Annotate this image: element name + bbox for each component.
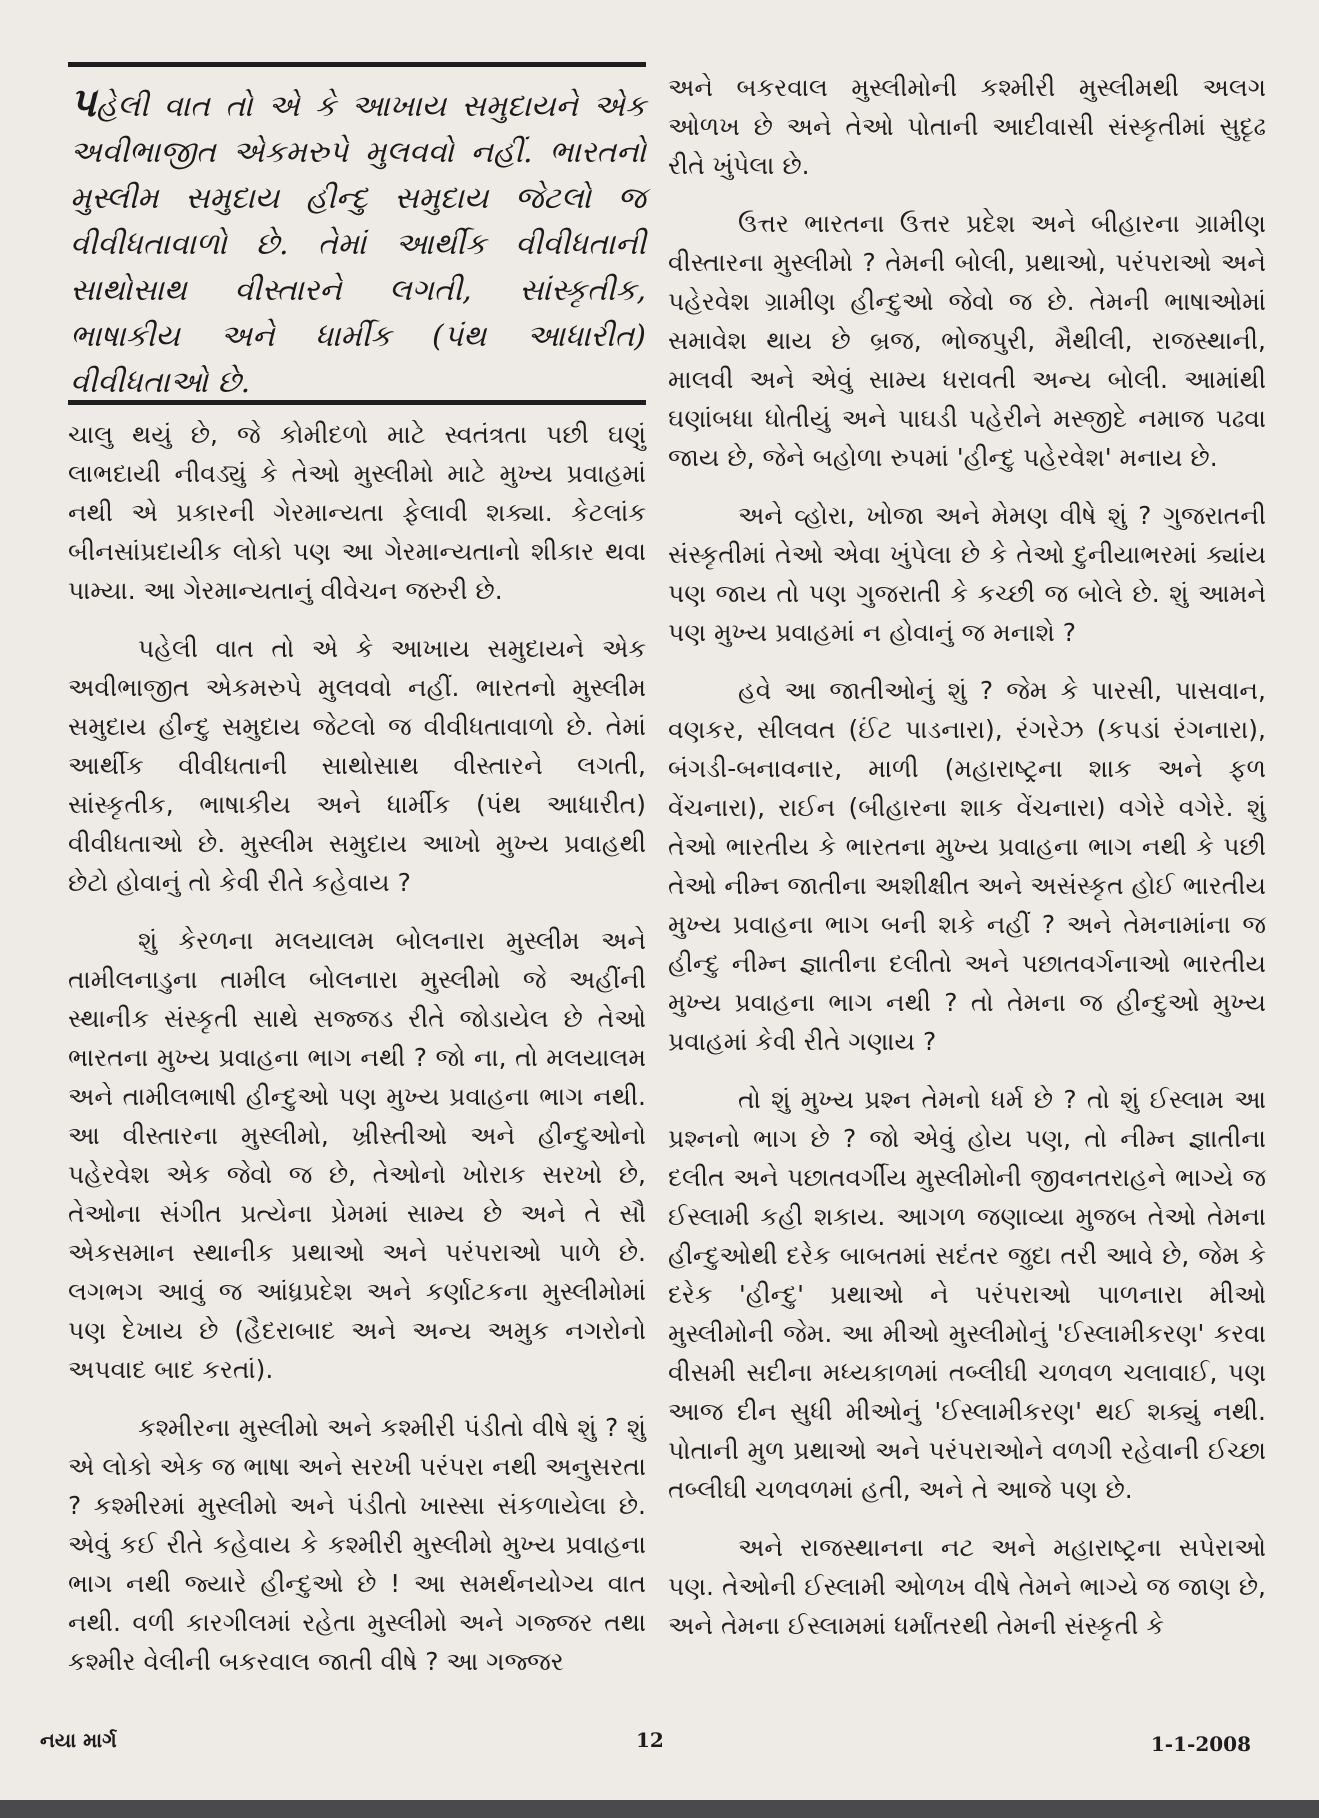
right-paragraph-1: અને બકરવાલ મુસ્લીમોની કશ્મીરી મુસ્લીમથી અલગ ઓળખ છે અને તેઓ પોતાની આદીવાસી સંસ્કૃતીમાં સુદૃઢ રીતે ખુંપેલા છે. xyxy=(668,73,1266,180)
issue-date: 1-1-2008 xyxy=(1150,1732,1251,1756)
quote-top-rule xyxy=(68,62,646,67)
left-paragraph-2: પહેલી વાત તો એ કે આખાય સમુદાયને એક અવીભાજીત એકમરુપે મુલવવો નહીં. ભારતનો મુસ્લીમ સમુદાય હીન્દુ સમુદાય જેટલો જ વીવીધતાવાળો છે. તેમાં આર્થીક વીવીધતાની સાથોસાથ વીસ્તારને લગતી, સાંસ્કૃતીક, ભાષાકીય અને ધાર્મીક (પંથ આધારીત) વીવીધતાઓ છે. મુસ્લીમ સમુદાય આખો મુખ્ય પ્રવાહથી છેટો હોવાનું તો કેવી રીતે કહેવાય ? xyxy=(68,634,646,897)
left-paragraph-1: ચાલુ થયું છે, જે કોમીદળો માટે સ્વતંત્રતા પછી ઘણું લાભદાયી નીવડ્યું કે તેઓ મુસ્લીમો માટે મુખ્ય પ્રવાહમાં નથી એ પ્રકારની ગેરમાન્યતા ફેલાવી શક્યા. કેટલાંક બીનસાંપ્રદાયીક લોકો પણ આ ગેરમાન્યતાનો શીકાર થવા પામ્યા. આ ગેરમાન્યતાનું વીવેચન જરુરી છે. xyxy=(68,420,646,605)
pull-quote-text: હેલી વાત તો એ કે આખાય સમુદાયને એક અવીભાજીત એકમરુપે મુલવવો નહીં. ભારતનો મુસ્લીમ સમુદાય હીન્દુ સમુદાય જેટલો જ વીવીધતાવાળો છે. તેમાં આર્થીક વીવીધતાની સાથોસાથ વીસ્તારને લગતી, સાંસ્કૃતીક, ભાષાકીય અને ધાર્મીક (પંથ આધારીત) વીવીધતાઓ છે. xyxy=(70,89,646,400)
left-paragraph-3: શું કેરળના મલયાલમ બોલનારા મુસ્લીમ અને તામીલનાડુના તામીલ બોલનારા મુસ્લીમો જે અહીંની સ્થાનીક સંસ્કૃતી સાથે સજ્જડ રીતે જોડાયેલ છે તેઓ ભારતના મુખ્ય પ્રવાહના ભાગ નથી ? જો ના, તો મલયાલમ અને તામીલભાષી હીન્દુઓ પણ મુખ્ય પ્રવાહના ભાગ નથી. આ વીસ્તારના મુસ્લીમો, ખ્રીસ્તીઓ અને હીન્દુઓનો પહેરવેશ એક જેવો જ છે, તેઓનો ખોરાક સરખો છે, તેઓના સંગીત પ્રત્યેના પ્રેમમાં સામ્ય છે અને તે સૌ એકસમાન સ્થાનીક પ્રથાઓ અને પરંપરાઓ પાળે છે. લગભગ આવું જ આંધ્રપ્રદેશ અને કર્ણાટકના મુસ્લીમોમાં પણ દેખાય છે (હૈદરાબાદ અને અન્ય અમુક નગરોનો અપવાદ બાદ કરતાં). xyxy=(68,926,646,1384)
page-number: 12 xyxy=(636,1728,664,1752)
right-paragraph-4: હવે આ જાતીઓનું શું ? જેમ કે પારસી, પાસવાન, વણકર, સીલવત (ઈંટ પાડનારા), રંગરેઝ (કપડાં રંગનારા), બંગડી-બનાવનાર, માળી (મહારાષ્ટ્રના શાક અને ફળ વેંચનારા), રાઈન (બીહારના શાક વેંચનારા) વગેરે વગેરે. શું તેઓ ભારતીય કે ભારતના મુખ્ય પ્રવાહના ભાગ નથી કે પછી તેઓ નીમ્ન જાતીના અશીક્ષીત અને અસંસ્કૃત હોઈ ભારતીય મુખ્ય પ્રવાહના ભાગ બની શકે નહીં ? અને તેમનામાંના જ હીન્દુ નીમ્ન જ્ઞાતીના દલીતો અને પછાતવર્ગનાઓ ભારતીય મુખ્ય પ્રવાહના ભાગ નથી ? તો તેમના જ હીન્દુઓ મુખ્ય પ્રવાહમાં કેવી રીતે ગણાય ? xyxy=(668,676,1267,1056)
quote-bottom-rule xyxy=(68,400,646,405)
right-paragraph-3: અને વ્હોરા, ખોજા અને મેમણ વીષે શું ? ગુજરાતની સંસ્કૃતીમાં તેઓ એવા ખુંપેલા છે કે તેઓ દુનીયાભરમાં ક્યાંય પણ જાય તો પણ ગુજરાતી કે કચ્છી જ બોલે છે. શું આમને પણ મુખ્ય પ્રવાહમાં ન હોવાનું જ મનાશે ? xyxy=(668,501,1266,647)
pull-quote xyxy=(70,80,646,406)
right-paragraph-2: ઉત્તર ભારતના ઉત્તર પ્રદેશ અને બીહારના ગ્રામીણ વીસ્તારના મુસ્લીમો ? તેમની બોલી, પ્રથાઓ, પરંપરાઓ અને પહેરવેશ ગ્રામીણ હીન્દુઓ જેવો જ છે. તેમની ભાષાઓમાં સમાવેશ થાય છે બ્રજ, ભોજપુરી, મૈથીલી, રાજસ્થાની, માલવી અને એવું સામ્ય ધરાવતી અન્ય બોલી. આમાંથી ઘણાંબધા ધોતીયું અને પાઘડી પહેરીને મસ્જીદે નમાજ પઢવા જાય છે, જેને બહોળા રુપમાં 'હીન્દુ પહેરવેશ' મનાય છે. xyxy=(668,209,1266,472)
magazine-name: નયા માર્ગ xyxy=(40,1728,117,1752)
pull-quote-dropcap: પ xyxy=(70,79,96,126)
right-column xyxy=(668,68,1266,1664)
right-paragraph-5: તો શું મુખ્ય પ્રશ્ન તેમનો ધર્મ છે ? તો શું ઈસ્લામ આ પ્રશ્નનો ભાગ છે ? જો એવું હોય પણ, તો નીમ્ન જ્ઞાતીના દલીત અને પછાતવર્ગીય મુસ્લીમોની જીવનતરાહને ભાગ્યે જ ઈસ્લામી કહી શકાય. આગળ જણાવ્યા મુજબ તેઓ તેમના હીન્દુઓથી દરેક બાબતમાં સદંતર જુદા તરી આવે છે, જેમ કે દરેક 'હીન્દુ' પ્રથાઓ ને પરંપરાઓ પાળનારા મીઓ મુસ્લીમોની જેમ. આ મીઓ મુસ્લીમોનું 'ઈસ્લામીકરણ' કરવા વીસમી સદીના મધ્યકાળમાં તબ્લીઘી ચળવળ ચલાવાઈ, પણ આજ દીન સુધી મીઓનું 'ઈસ્લામીકરણ' થઈ શક્યું નથી. પોતાની મુળ પ્રથાઓ અને પરંપરાઓને વળગી રહેવાની ઈચ્છા તબ્લીઘી ચળવળમાં હતી, અને તે આજે પણ છે. xyxy=(668,1085,1266,1504)
right-paragraph-6: અને રાજસ્થાનના નટ અને મહારાષ્ટ્રના સપેરાઓ પણ. તેઓની ઈસ્લામી ઓળખ વીષે તેમને ભાગ્યે જ જાણ છે, અને તેમના ઈસ્લામમાં ધર્માંતરથી તેમની સંસ્કૃતી કે xyxy=(668,1533,1266,1640)
left-column xyxy=(68,415,646,1700)
left-paragraph-4: કશ્મીરના મુસ્લીમો અને કશ્મીરી પંડીતો વીષે શું ? શું એ લોકો એક જ ભાષા અને સરખી પરંપરા નથી અનુસરતા ? કશ્મીરમાં મુસ્લીમો અને પંડીતો ખાસ્સા સંકળાયેલા છે. એવું કઈ રીતે કહેવાય કે કશ્મીરી મુસ્લીમો મુખ્ય પ્રવાહના ભાગ નથી જ્યારે હીન્દુઓ છે ! આ સમર્થનયોગ્ય વાત નથી. વળી કારગીલમાં રહેતા મુસ્લીમો અને ગજ્જર તથા કશ્મીર વેલીની બકરવાલ જાતી વીષે ? આ ગજ્જર xyxy=(68,1413,646,1676)
page-footer xyxy=(0,1720,1319,1780)
